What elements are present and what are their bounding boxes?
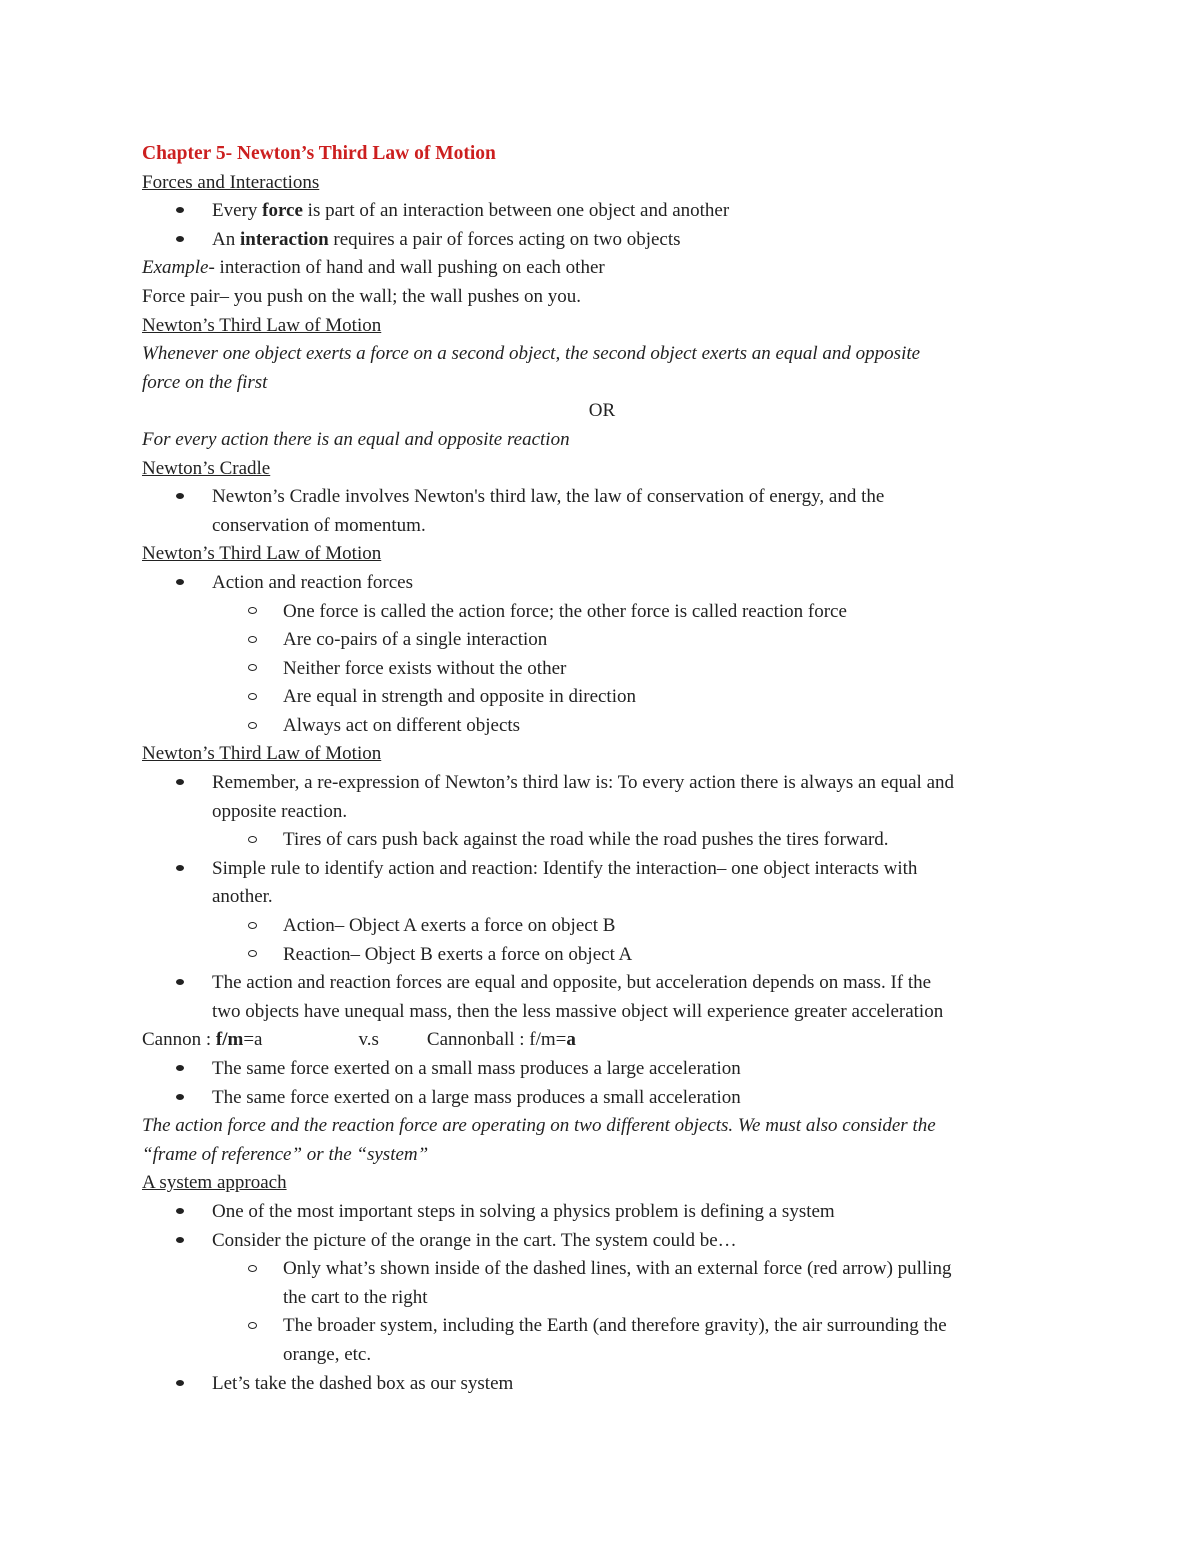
list-item: Simple rule to identify action and reaction: Identify the interaction– one object interacts with — [142, 855, 1062, 884]
list-item: An interaction requires a pair of forces acting on two objects — [142, 226, 1062, 255]
sub-list-item: Are co-pairs of a single interaction — [142, 626, 1062, 655]
list-item-cont: another. — [212, 886, 273, 908]
sub-list-item: Tires of cars push back against the road while the road pushes the tires forward. — [142, 826, 1062, 855]
bullet-circle — [248, 655, 257, 684]
heading-third-law: Newton’s Third Law of Motion — [142, 314, 382, 336]
heading-system-approach: A system approach — [142, 1172, 287, 1194]
bullet-circle — [248, 598, 257, 627]
law-restatement: For every action there is an equal and opposite reaction — [142, 428, 570, 450]
sub-list-item: Only what’s shown inside of the dashed lines, with an external force (red arrow) pulling — [142, 1255, 1062, 1284]
bullet-circle — [248, 1312, 257, 1341]
list-item: Newton’s Cradle involves Newton's third law, the law of conservation of energy, and the — [142, 483, 1062, 512]
list-item: Consider the picture of the orange in the cart. The system could be… — [142, 1227, 1062, 1256]
bullet-dot — [176, 1084, 184, 1113]
sub-list-item: Action– Object A exerts a force on object B — [142, 912, 1062, 941]
bullet-dot — [176, 197, 184, 226]
bullet-dot — [176, 1370, 184, 1399]
bullet-circle — [248, 712, 257, 741]
or-separator: OR — [588, 400, 616, 422]
law-statement-cont: force on the first — [142, 371, 268, 393]
list-item: The same force exerted on a large mass produces a small acceleration — [142, 1084, 1062, 1113]
bullet-dot — [176, 1227, 184, 1256]
heading-third-law: Newton’s Third Law of Motion — [142, 743, 382, 765]
heading-third-law: Newton’s Third Law of Motion — [142, 543, 382, 565]
list-item: One of the most important steps in solving a physics problem is defining a system — [142, 1198, 1062, 1227]
bullet-circle — [248, 912, 257, 941]
bullet-dot — [176, 855, 184, 884]
list-item: Remember, a re-expression of Newton’s third law is: To every action there is always an equal and — [142, 769, 1062, 798]
bullet-circle — [248, 1255, 257, 1284]
bullet-circle — [248, 683, 257, 712]
list-item: Every force is part of an interaction between one object and another — [142, 197, 1062, 226]
bullet-dot — [176, 769, 184, 798]
heading-forces-and-interactions: Forces and Interactions — [142, 171, 320, 193]
cannon-comparison: Cannon : f/m=a v.s Cannonball : f/m=a — [142, 1029, 576, 1051]
law-statement: Whenever one object exerts a force on a second object, the second object exerts an equal and opposite — [142, 343, 921, 365]
sub-list-item-cont: the cart to the right — [283, 1286, 428, 1308]
force-pair-line: Force pair– you push on the wall; the wall pushes on you. — [142, 285, 582, 307]
document-page — [142, 140, 1062, 1398]
bullet-dot — [176, 1055, 184, 1084]
chapter-title: Chapter 5- Newton’s Third Law of Motion — [142, 143, 496, 164]
italic-note-cont: “frame of reference” or the “system” — [142, 1143, 429, 1165]
bullet-dot — [176, 569, 184, 598]
list-item: The same force exerted on a small mass produces a large acceleration — [142, 1055, 1062, 1084]
sub-list-item: Are equal in strength and opposite in direction — [142, 683, 1062, 712]
sub-list-item-cont: orange, etc. — [283, 1343, 372, 1365]
list-item-cont: conservation of momentum. — [212, 514, 426, 536]
bullet-circle — [248, 826, 257, 855]
example-line: Example- interaction of hand and wall pushing on each other — [142, 257, 605, 279]
list-item-cont: opposite reaction. — [212, 800, 348, 822]
list-item: Let’s take the dashed box as our system — [142, 1370, 1062, 1399]
sub-list-item: Always act on different objects — [142, 712, 1062, 741]
sub-list-item: Neither force exists without the other — [142, 655, 1062, 684]
list-item-cont: two objects have unequal mass, then the less massive object will experience greater acceleration — [212, 1000, 944, 1022]
sub-list-item: The broader system, including the Earth (and therefore gravity), the air surrounding the — [142, 1312, 1062, 1341]
sub-list-item: One force is called the action force; the other force is called reaction force — [142, 598, 1062, 627]
bullet-dot — [176, 483, 184, 512]
heading-newtons-cradle: Newton’s Cradle — [142, 457, 271, 479]
bullet-dot — [176, 969, 184, 998]
bullet-dot — [176, 1198, 184, 1227]
bullet-circle — [248, 626, 257, 655]
italic-note: The action force and the reaction force are operating on two different objects. We must also consider the — [142, 1115, 936, 1137]
bullet-dot — [176, 226, 184, 255]
list-item: Action and reaction forces — [142, 569, 1062, 598]
bullet-circle — [248, 941, 257, 970]
sub-list-item: Reaction– Object B exerts a force on object A — [142, 941, 1062, 970]
list-item: The action and reaction forces are equal and opposite, but acceleration depends on mass. If the — [142, 969, 1062, 998]
